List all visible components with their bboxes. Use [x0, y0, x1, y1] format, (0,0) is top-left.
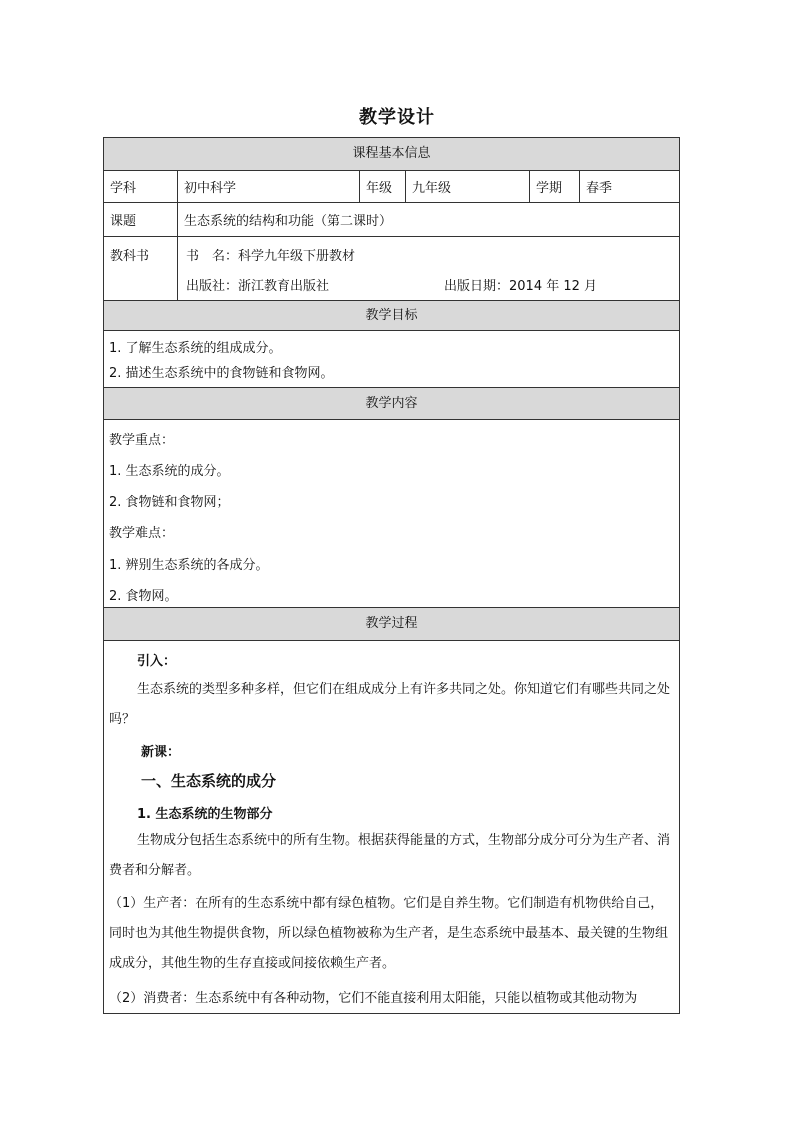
paragraph: （2）消费者：生态系统中有各种动物，它们不能直接利用太阳能，只能以植物或其他动物为: [109, 991, 638, 1006]
objectives-header-label: 教学目标: [365, 308, 418, 323]
basic-info-header-label: 课程基本信息: [352, 146, 431, 161]
topic-label: 课题: [104, 203, 178, 236]
grade-label: 年级: [360, 171, 406, 202]
topic-row: [104, 203, 679, 237]
intro-label: 引入：: [137, 654, 177, 669]
difficult-points-label: 教学难点：: [109, 526, 175, 541]
textbook-label: 教科书: [104, 237, 178, 300]
objectives-header: [104, 301, 679, 331]
difficult-point-item: 1. 辨别生态系统的各成分。: [109, 558, 269, 573]
grade-value: 九年级: [406, 171, 530, 202]
topic-value: 生态系统的结构和功能（第二课时）: [184, 214, 393, 229]
content-body: [104, 420, 679, 608]
document-title: 教学设计: [359, 107, 435, 128]
objectives-body: [104, 331, 679, 388]
key-points-label: 教学重点：: [109, 433, 175, 448]
section-heading: 一、生态系统的成分: [141, 772, 277, 790]
new-lesson-label: 新课：: [141, 745, 181, 760]
publisher: 出版社：浙江教育出版社: [186, 279, 330, 294]
lesson-plan-table: [103, 137, 680, 1014]
paragraph: （1）生产者：在所有的生态系统中都有绿色植物。它们是自养生物。它们制造有机物供给自己，同时也为其他生物提供食物，所以绿色植物被称为生产者，是生态系统中最基本、最关键的生物组成成分，其他生物的生存直接或间接依赖生产者。: [109, 896, 669, 971]
intro-text: 生态系统的类型多种多样，但它们在组成成分上有许多共同之处。你知道它们有哪些共同之处吗？: [109, 682, 671, 727]
subject-row: [104, 171, 679, 203]
process-header: [104, 608, 679, 641]
key-point-item: 1. 生态系统的成分。: [109, 464, 230, 479]
process-header-label: 教学过程: [365, 616, 418, 631]
process-body: [104, 641, 679, 1013]
content-header: [104, 388, 679, 420]
textbook-row: [104, 237, 679, 301]
objective-item: 2. 描述生态系统中的食物链和食物网。: [109, 366, 334, 381]
objective-item: 1. 了解生态系统的组成成分。: [109, 341, 282, 356]
term-value: 春季: [586, 181, 613, 196]
basic-info-header: [104, 138, 679, 171]
term-label: 学期: [530, 171, 580, 202]
subject-value: 初中科学: [178, 171, 360, 202]
key-point-item: 2. 食物链和食物网；: [109, 495, 230, 510]
subsection-heading: 1. 生态系统的生物部分: [137, 807, 273, 822]
book-name: 书 名：科学九年级下册教材: [186, 249, 356, 264]
paragraph: 生物成分包括生态系统中的所有生物。根据获得能量的方式，生物部分成分可分为生产者、消费者和分解者。: [109, 833, 671, 878]
difficult-point-item: 2. 食物网。: [109, 589, 178, 604]
publish-date: 出版日期：2014 年 12 月: [444, 279, 598, 294]
content-header-label: 教学内容: [365, 396, 418, 411]
subject-label: 学科: [104, 171, 178, 202]
